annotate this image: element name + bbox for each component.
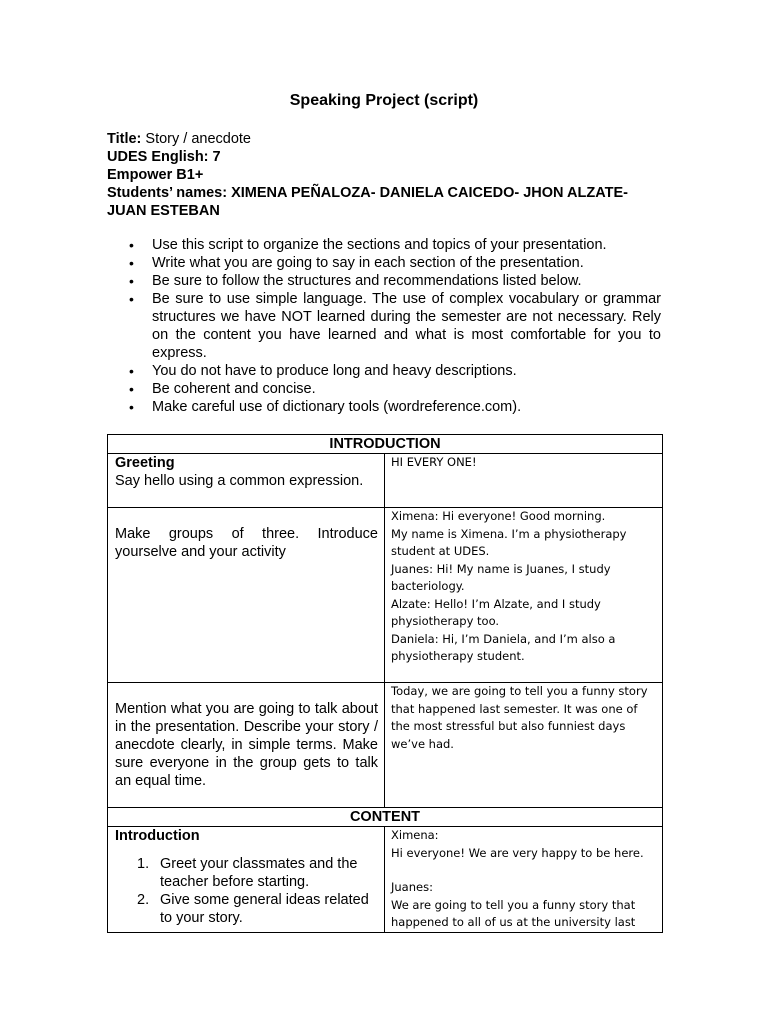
groups-prompt-cell — [108, 508, 385, 683]
answer-line: Hi everyone! We are very happy to be here. — [391, 845, 644, 860]
content-intro-item — [115, 855, 378, 891]
mention-prompt: Mention what you are going to talk about in the presentation. Describe your story / anecdote clearly, in simple terms. Make sure everyone in the group gets to talk an equal time. — [115, 701, 378, 789]
answer-speaker: Ximena: — [391, 828, 439, 842]
groups-row — [108, 508, 663, 683]
content-intro-heading: Introduction — [115, 828, 200, 844]
course-line: UDES English: 7 — [107, 149, 221, 165]
item-number: 1. — [137, 856, 150, 872]
item-number: 2. — [137, 892, 150, 908]
item-text: Greet your classmates and the teacher before starting. — [160, 856, 358, 890]
mention-prompt-cell — [108, 683, 385, 808]
instruction-item: • Make careful use of dictionary tools (wordreference.com). — [107, 398, 661, 416]
instruction-list — [107, 236, 661, 416]
groups-answer-line: Alzate: Hello! I’m Alzate, and I study physiotherapy too. — [391, 596, 601, 628]
groups-answer-line: Juanes: Hi! My name is Juanes, I study bacteriology. — [391, 561, 611, 593]
students-value: XIMENA PEÑALOZA- DANIELA CAICEDO- JHON ALZATE- JUAN ESTEBAN — [107, 185, 628, 219]
instruction-item: • Use this script to organize the sections and topics of your presentation. — [107, 236, 661, 254]
mention-answer-cell — [385, 683, 663, 808]
script-table — [107, 434, 663, 933]
groups-answer-line: Daniela: Hi, I’m Daniela, and I’m also a physiotherapy student. — [391, 631, 616, 663]
instruction-item: • Be sure to use simple language. The use of complex vocabulary or grammar structures we have NOT learned during the semester are not necessary. Rely on the content you have learned and what is most comfortable for you to express. — [107, 290, 661, 362]
instruction-item: • Write what you are going to say in each section of the presentation. — [107, 254, 661, 272]
title-label: Title: — [107, 131, 142, 147]
answer-line: We are going to tell you a funny story that happened to all of us at the university last — [391, 897, 636, 929]
title-value: Story / anecdote — [141, 131, 251, 147]
content-intro-prompt-cell — [108, 827, 385, 933]
greeting-heading: Greeting — [115, 455, 175, 471]
greeting-answer: HI EVERY ONE! — [391, 455, 477, 469]
greeting-answer-cell — [385, 454, 663, 508]
item-text: Give some general ideas related to your story. — [160, 892, 369, 926]
groups-answer-line: Ximena: Hi everyone! Good morning. — [391, 509, 606, 523]
instruction-item: • You do not have to produce long and heavy descriptions. — [107, 362, 661, 380]
students-label: Students’ names: — [107, 185, 228, 201]
mention-answer: Today, we are going to tell you a funny story that happened last semester. It was one of the most stressful but also funniest days we’ve had. — [391, 684, 648, 751]
instruction-item: • Be sure to follow the structures and recommendations listed below. — [107, 272, 661, 290]
content-header: CONTENT — [108, 808, 663, 827]
content-intro-item — [115, 891, 378, 927]
content-intro-row — [108, 827, 663, 933]
book-line: Empower B1+ — [107, 167, 204, 183]
introduction-header-row — [108, 435, 663, 454]
content-intro-list — [115, 855, 378, 927]
meta-title-line — [107, 130, 667, 148]
document-meta — [107, 130, 667, 220]
answer-speaker: Juanes: — [391, 880, 433, 894]
page-title: Speaking Project (script) — [289, 92, 479, 109]
introduction-header: INTRODUCTION — [108, 435, 663, 454]
mention-row — [108, 683, 663, 808]
greeting-prompt-cell — [108, 454, 385, 508]
groups-prompt: Make groups of three. Introduce yourselve and your activity — [115, 526, 378, 560]
content-header-row — [108, 808, 663, 827]
groups-answer-cell — [385, 508, 663, 683]
students-line — [107, 184, 667, 220]
content-intro-answer-cell — [385, 827, 663, 933]
greeting-row — [108, 454, 663, 508]
groups-answer-line: My name is Ximena. I’m a physiotherapy student at UDES. — [391, 526, 627, 558]
spacer — [391, 862, 658, 879]
greeting-prompt: Say hello using a common expression. — [115, 473, 364, 489]
instruction-item: • Be coherent and concise. — [107, 380, 661, 398]
